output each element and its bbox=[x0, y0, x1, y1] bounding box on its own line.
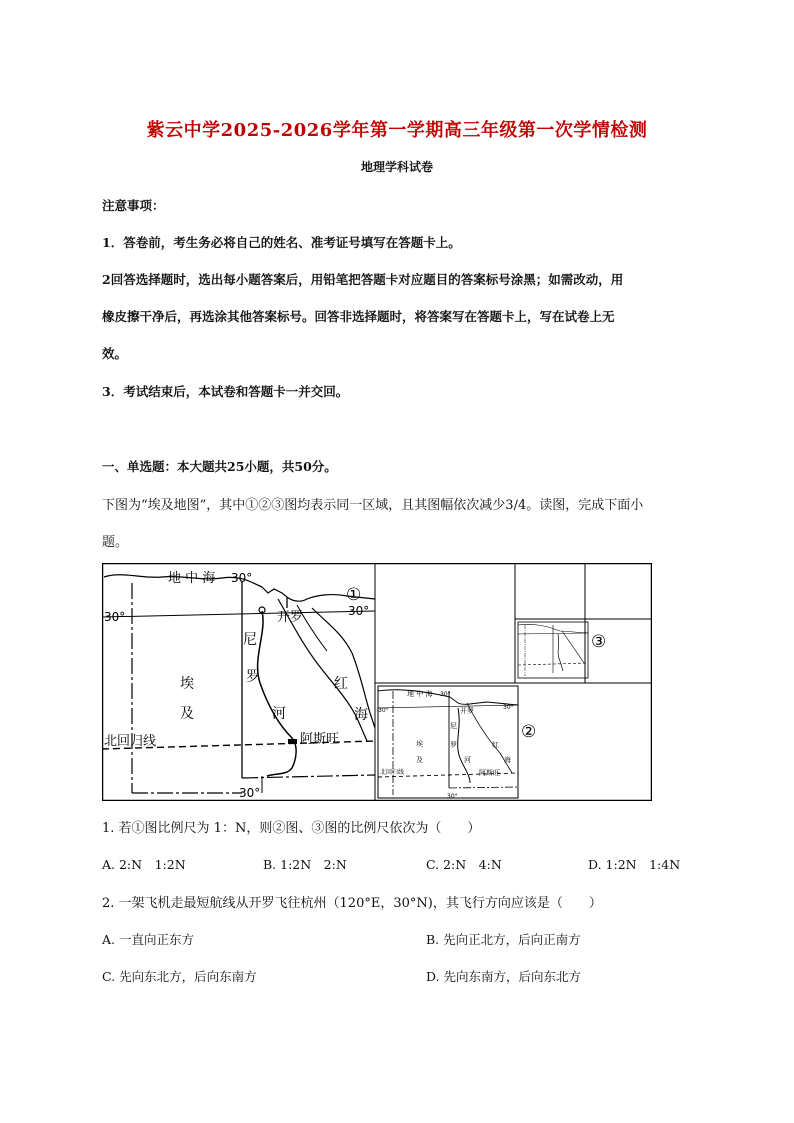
map-label-red-sea-1: 红 bbox=[334, 676, 348, 692]
notice-item-3: 3．考试结束后，本试卷和答题卡一并交回。 bbox=[102, 384, 349, 399]
map-label-red-sea-2: 海 bbox=[354, 707, 368, 723]
exam-subtitle: 地理学科试卷 bbox=[360, 160, 433, 174]
question-2-stem: 2. 一架飞机走最短航线从开罗飞往杭州（120°E，30°N)，其飞行方向应该是（ ） bbox=[102, 896, 602, 911]
map2-label-aswan: 阿斯旺 bbox=[479, 769, 500, 777]
question-2-option-d[interactable]: D. 先向东南方，后向东北方 bbox=[426, 969, 582, 984]
egypt-map-figure bbox=[102, 563, 652, 801]
map2-label-nile-2: 罗 bbox=[450, 741, 457, 749]
map-label-tropic: 北回归线 bbox=[104, 734, 157, 749]
section-intro-line-1: 下图为“埃及地图”，其中①②③图均表示同一区域，且其图幅依次减少3/4。读图，完成下面小 bbox=[102, 498, 644, 513]
question-1-option-b[interactable]: B. 1:2N 2:N bbox=[263, 857, 347, 872]
notice-item-1: 1．答卷前，考生务必将自己的姓名、准考证号填写在答题卡上。 bbox=[102, 235, 461, 250]
question-2-option-c[interactable]: C. 先向东北方，后向东南方 bbox=[102, 969, 257, 984]
map-label-egypt-2: 及 bbox=[180, 706, 194, 722]
map-label-panel-1: ① bbox=[346, 585, 362, 605]
map-label-egypt-1: 埃 bbox=[180, 676, 194, 692]
map2-label-lat-30-bottom: 30° bbox=[447, 793, 458, 800]
map-label-lat-30-left: 30° bbox=[104, 610, 126, 624]
map2-label-lat-30-left: 30° bbox=[378, 707, 389, 714]
map-label-sea: 地 中 海 bbox=[168, 571, 216, 586]
map-label-cairo: 开罗 bbox=[277, 610, 304, 625]
map-label-lat-30-right: 30° bbox=[348, 604, 370, 618]
question-1-option-d[interactable]: D. 1:2N 1:4N bbox=[588, 857, 681, 872]
notice-heading: 注意事项： bbox=[102, 198, 165, 213]
map-label-panel-3: ③ bbox=[591, 632, 607, 652]
section-intro-line-2: 题。 bbox=[102, 535, 129, 550]
notice-item-2-line-1: 2回答选择题时，选出每小题答案后，用铅笔把答题卡对应题目的答案标号涂黑；如需改动，用 bbox=[102, 272, 624, 287]
map2-label-lat-30-right: 30° bbox=[503, 704, 514, 711]
map2-label-cairo: 开罗 bbox=[460, 707, 474, 715]
map-label-nile-2: 罗 bbox=[246, 669, 260, 685]
question-2-option-a[interactable]: A. 一直向正东方 bbox=[102, 932, 194, 947]
map-label-nile-1: 尼 bbox=[243, 632, 257, 648]
question-1-option-a[interactable]: A. 2:N 1:2N bbox=[102, 857, 186, 872]
question-2-option-b[interactable]: B. 先向正北方，后向正南方 bbox=[426, 932, 581, 947]
map-label-nile-3: 河 bbox=[272, 706, 286, 722]
map-label-lat-30-bottom: 30° bbox=[239, 786, 261, 800]
question-1-option-c[interactable]: C. 2:N 4:N bbox=[426, 857, 502, 872]
notice-item-2-line-2: 橡皮擦干净后，再选涂其他答案标号。回答非选择题时，将答案写在答题卡上，写在试卷上无 bbox=[102, 309, 615, 324]
map2-label-nile-3: 河 bbox=[464, 756, 471, 764]
map2-label-lat-30-top: 30° bbox=[440, 691, 451, 698]
map-label-lat-30-top: 30° bbox=[231, 571, 253, 585]
map2-label-sea: 地 中 海 bbox=[407, 690, 433, 698]
section-heading: 一、单选题：本大题共25小题，共50分。 bbox=[102, 459, 337, 474]
notice-item-2-line-3: 效。 bbox=[102, 346, 128, 361]
map2-label-nile-1: 尼 bbox=[450, 722, 457, 730]
map2-label-egypt-1: 埃 bbox=[416, 740, 423, 748]
map2-label-tropic: 北回归线 bbox=[380, 769, 405, 776]
map2-label-red-sea-1: 红 bbox=[492, 741, 499, 749]
question-1-stem: 1. 若①图比例尺为 1：N，则②图、③图的比例尺依次为（ ） bbox=[102, 821, 481, 836]
map-label-aswan: 阿斯旺 bbox=[300, 732, 340, 747]
map2-label-red-sea-2: 海 bbox=[504, 756, 511, 764]
map-label-panel-2: ② bbox=[521, 722, 537, 742]
map2-label-egypt-2: 及 bbox=[416, 756, 423, 764]
exam-title: 紫云中学2025-2026学年第一学期高三年级第一次学情检测 bbox=[146, 120, 648, 141]
